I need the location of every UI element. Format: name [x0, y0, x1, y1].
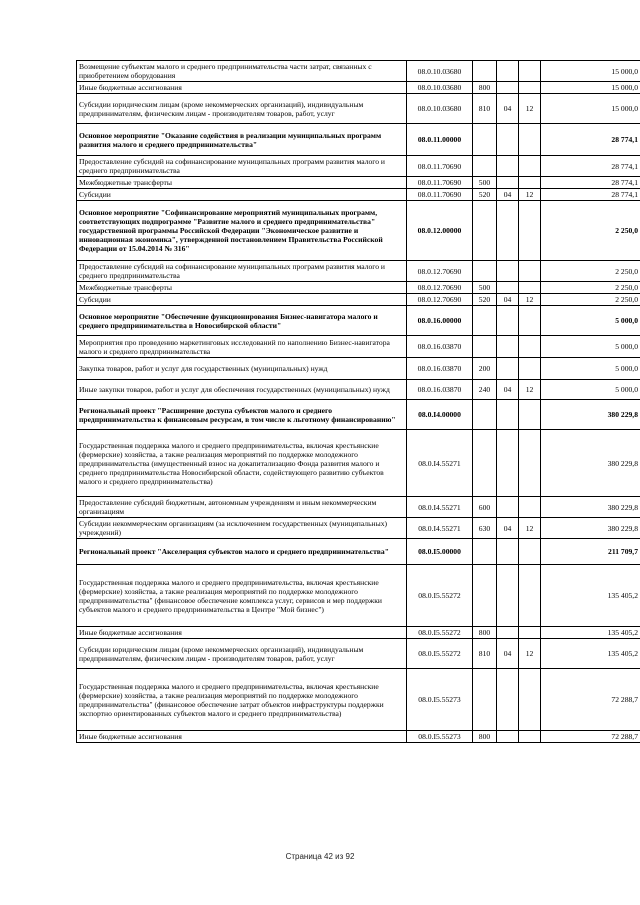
row-code-cell: 08.0.16.00000 — [407, 306, 473, 336]
row-code-cell: 08.0.I4.55271 — [407, 518, 473, 539]
row-amount-cell: 380 229,8 — [541, 518, 640, 539]
row-section-cell — [497, 400, 519, 430]
row-subsection-cell — [519, 669, 541, 731]
row-code-cell: 08.0.I4.55271 — [407, 430, 473, 497]
row-amount-cell: 380 229,8 — [541, 400, 640, 430]
row-subsection-cell — [519, 124, 541, 156]
row-amount-cell: 28 774,1 — [541, 156, 640, 177]
row-name-cell: Государственная поддержка малого и среднего предпринимательства, включая крестьянские (фермерские) хозяйства, а также реализация мероприятий по поддержке молодежного предпринимательства (имущественный взнос на докапитализацию Фонда развития малого и среднего предпринимательства Новосибирской области, содействующего развитию субъектов малого и среднего предпринимательства) — [77, 430, 407, 497]
row-name-cell: Закупка товаров, работ и услуг для государственных (муниципальных) нужд — [77, 358, 407, 380]
table-row — [77, 627, 640, 639]
row-name-cell: Субсидии юридическим лицам (кроме некоммерческих организаций), индивидуальным предпринимателям, физическим лицам - производителям товаров, работ, услуг — [77, 639, 407, 669]
row-expense-type-cell — [473, 430, 497, 497]
row-amount-cell: 72 288,7 — [541, 731, 640, 743]
row-section-cell — [497, 539, 519, 565]
row-section-cell: 04 — [497, 189, 519, 201]
row-subsection-cell: 12 — [519, 639, 541, 669]
table-row — [77, 189, 640, 201]
row-code-cell: 08.0.I5.00000 — [407, 539, 473, 565]
row-code-cell: 08.0.12.70690 — [407, 282, 473, 294]
row-expense-type-cell — [473, 124, 497, 156]
row-section-cell — [497, 627, 519, 639]
budget-table-body — [77, 61, 640, 743]
row-amount-cell: 380 229,8 — [541, 497, 640, 518]
row-section-cell — [497, 156, 519, 177]
page-footer: Страница 42 из 92 — [285, 852, 355, 861]
table-row — [77, 156, 640, 177]
row-subsection-cell — [519, 539, 541, 565]
row-name-cell: Основное мероприятие "Обеспечение функционирования Бизнес-навигатора малого и среднего предпринимательства в Новосибирской области" — [77, 306, 407, 336]
table-row — [77, 201, 640, 261]
row-code-cell: 08.0.11.70690 — [407, 189, 473, 201]
table-row — [77, 400, 640, 430]
row-subsection-cell — [519, 61, 541, 82]
row-subsection-cell — [519, 400, 541, 430]
row-subsection-cell — [519, 177, 541, 189]
row-expense-type-cell: 200 — [473, 358, 497, 380]
row-subsection-cell — [519, 82, 541, 94]
row-section-cell: 04 — [497, 294, 519, 306]
row-amount-cell: 5 000,0 — [541, 358, 640, 380]
table-row — [77, 282, 640, 294]
row-name-cell: Региональный проект "Акселерация субъектов малого и среднего предпринимательства" — [77, 539, 407, 565]
row-name-cell: Государственная поддержка малого и среднего предпринимательства, включая крестьянские (фермерские) хозяйства, а также реализация мероприятий по поддержке молодежного предпринимательства" (финансовое обеспечение затрат объектов инфраструктуры поддержки экспортно ориентированных субъектов малого и среднего предпринимательства) — [77, 669, 407, 731]
row-section-cell — [497, 282, 519, 294]
row-code-cell: 08.0.I5.55273 — [407, 731, 473, 743]
row-name-cell: Субсидии — [77, 189, 407, 201]
table-row — [77, 430, 640, 497]
row-subsection-cell — [519, 201, 541, 261]
row-amount-cell: 15 000,0 — [541, 94, 640, 124]
table-row — [77, 94, 640, 124]
row-subsection-cell — [519, 565, 541, 627]
row-expense-type-cell — [473, 61, 497, 82]
row-name-cell: Основное мероприятие "Оказание содействия в реализации муниципальных программ развития малого и среднего предпринимательства" — [77, 124, 407, 156]
table-row — [77, 358, 640, 380]
table-row — [77, 639, 640, 669]
row-code-cell: 08.0.16.03870 — [407, 336, 473, 358]
row-amount-cell: 135 405,2 — [541, 565, 640, 627]
row-amount-cell: 5 000,0 — [541, 336, 640, 358]
row-name-cell: Иные бюджетные ассигнования — [77, 731, 407, 743]
row-subsection-cell — [519, 627, 541, 639]
table-row — [77, 261, 640, 282]
row-subsection-cell — [519, 261, 541, 282]
row-expense-type-cell — [473, 539, 497, 565]
row-expense-type-cell — [473, 669, 497, 731]
row-amount-cell: 2 250,0 — [541, 294, 640, 306]
row-code-cell: 08.0.I4.00000 — [407, 400, 473, 430]
table-row — [77, 669, 640, 731]
row-expense-type-cell — [473, 156, 497, 177]
row-subsection-cell: 12 — [519, 294, 541, 306]
row-expense-type-cell: 520 — [473, 189, 497, 201]
row-section-cell — [497, 731, 519, 743]
row-expense-type-cell — [473, 261, 497, 282]
row-section-cell — [497, 177, 519, 189]
row-amount-cell: 28 774,1 — [541, 177, 640, 189]
table-row — [77, 565, 640, 627]
row-code-cell: 08.0.11.00000 — [407, 124, 473, 156]
row-section-cell: 04 — [497, 518, 519, 539]
row-code-cell: 08.0.12.00000 — [407, 201, 473, 261]
row-subsection-cell — [519, 336, 541, 358]
budget-table — [76, 60, 640, 743]
row-name-cell: Субсидии юридическим лицам (кроме некоммерческих организаций), индивидуальным предпринимателям, физическим лицам - производителям товаров, работ, услуг — [77, 94, 407, 124]
row-section-cell — [497, 336, 519, 358]
row-section-cell: 04 — [497, 639, 519, 669]
row-expense-type-cell: 600 — [473, 497, 497, 518]
row-name-cell: Иные закупки товаров, работ и услуг для обеспечения государственных (муниципальных) нужд — [77, 380, 407, 400]
table-row — [77, 380, 640, 400]
table-row — [77, 336, 640, 358]
row-expense-type-cell: 520 — [473, 294, 497, 306]
table-row — [77, 61, 640, 82]
row-section-cell: 04 — [497, 94, 519, 124]
table-row — [77, 306, 640, 336]
row-expense-type-cell — [473, 336, 497, 358]
row-amount-cell: 72 288,7 — [541, 669, 640, 731]
row-name-cell: Межбюджетные трансферты — [77, 282, 407, 294]
row-expense-type-cell — [473, 400, 497, 430]
row-section-cell — [497, 358, 519, 380]
row-code-cell: 08.0.11.70690 — [407, 177, 473, 189]
table-row — [77, 518, 640, 539]
row-code-cell: 08.0.10.03680 — [407, 61, 473, 82]
row-subsection-cell — [519, 731, 541, 743]
row-name-cell: Предоставление субсидий бюджетным, автономным учреждениям и иным некоммерческим организациям — [77, 497, 407, 518]
row-code-cell: 08.0.12.70690 — [407, 294, 473, 306]
row-code-cell: 08.0.10.03680 — [407, 94, 473, 124]
row-subsection-cell — [519, 306, 541, 336]
row-amount-cell: 28 774,1 — [541, 124, 640, 156]
row-code-cell: 08.0.I4.55271 — [407, 497, 473, 518]
row-amount-cell: 2 250,0 — [541, 261, 640, 282]
row-amount-cell: 28 774,1 — [541, 189, 640, 201]
row-section-cell — [497, 261, 519, 282]
row-code-cell: 08.0.16.03870 — [407, 358, 473, 380]
table-row — [77, 124, 640, 156]
row-subsection-cell: 12 — [519, 94, 541, 124]
row-name-cell: Основное мероприятие "Софинансирование мероприятий муниципальных программ, соответствующих подпрограмме "Развитие малого и среднего предпринимательства" государственной программы Российской Федерации "Экономическое развитие и инновационная экономика", утвержденной постановлением Правительства Российской Федерации от 15.04.2014 № 316" — [77, 201, 407, 261]
row-name-cell: Государственная поддержка малого и среднего предпринимательства, включая крестьянские (фермерские) хозяйства, а также реализация мероприятий по поддержке молодежного предпринимательства" (финансовое обеспечение комплекса услуг, сервисов и мер поддержки субъектов малого и среднего предпринимательства в Центре "Мой бизнес") — [77, 565, 407, 627]
row-expense-type-cell: 800 — [473, 82, 497, 94]
row-subsection-cell — [519, 156, 541, 177]
row-expense-type-cell: 500 — [473, 282, 497, 294]
row-code-cell: 08.0.I5.55272 — [407, 627, 473, 639]
row-expense-type-cell: 500 — [473, 177, 497, 189]
row-amount-cell: 2 250,0 — [541, 201, 640, 261]
row-code-cell: 08.0.16.03870 — [407, 380, 473, 400]
row-section-cell — [497, 430, 519, 497]
row-section-cell — [497, 565, 519, 627]
row-section-cell — [497, 61, 519, 82]
row-subsection-cell: 12 — [519, 380, 541, 400]
table-row — [77, 497, 640, 518]
row-expense-type-cell: 810 — [473, 639, 497, 669]
row-subsection-cell — [519, 430, 541, 497]
row-expense-type-cell — [473, 565, 497, 627]
row-name-cell: Межбюджетные трансферты — [77, 177, 407, 189]
row-subsection-cell — [519, 497, 541, 518]
row-expense-type-cell: 630 — [473, 518, 497, 539]
row-amount-cell: 211 709,7 — [541, 539, 640, 565]
row-subsection-cell: 12 — [519, 189, 541, 201]
row-expense-type-cell — [473, 306, 497, 336]
row-code-cell: 08.0.12.70690 — [407, 261, 473, 282]
row-name-cell: Иные бюджетные ассигнования — [77, 82, 407, 94]
row-code-cell: 08.0.11.70690 — [407, 156, 473, 177]
row-name-cell: Иные бюджетные ассигнования — [77, 627, 407, 639]
row-amount-cell: 2 250,0 — [541, 282, 640, 294]
table-row — [77, 539, 640, 565]
row-expense-type-cell: 810 — [473, 94, 497, 124]
row-amount-cell: 135 405,2 — [541, 627, 640, 639]
row-section-cell — [497, 201, 519, 261]
row-subsection-cell: 12 — [519, 518, 541, 539]
row-amount-cell: 15 000,0 — [541, 61, 640, 82]
row-name-cell: Субсидии — [77, 294, 407, 306]
row-section-cell — [497, 82, 519, 94]
row-name-cell: Предоставление субсидий на софинансирование муниципальных программ развития малого и среднего предпринимательства — [77, 261, 407, 282]
row-section-cell — [497, 306, 519, 336]
row-expense-type-cell: 240 — [473, 380, 497, 400]
row-section-cell — [497, 124, 519, 156]
row-amount-cell: 5 000,0 — [541, 380, 640, 400]
row-amount-cell: 135 405,2 — [541, 639, 640, 669]
row-code-cell: 08.0.I5.55272 — [407, 639, 473, 669]
row-amount-cell: 380 229,8 — [541, 430, 640, 497]
table-row — [77, 82, 640, 94]
row-name-cell: Субсидии некоммерческим организациям (за исключением государственных (муниципальных) учреждений) — [77, 518, 407, 539]
row-code-cell: 08.0.10.03680 — [407, 82, 473, 94]
table-row — [77, 177, 640, 189]
row-name-cell: Мероприятия про проведению маркетинговых исследований по наполнению Бизнес-навигатора малого и среднего предпринимательства — [77, 336, 407, 358]
row-expense-type-cell — [473, 201, 497, 261]
row-amount-cell: 15 000,0 — [541, 82, 640, 94]
table-row — [77, 294, 640, 306]
row-code-cell: 08.0.I5.55273 — [407, 669, 473, 731]
row-expense-type-cell: 800 — [473, 731, 497, 743]
row-section-cell — [497, 669, 519, 731]
row-name-cell: Региональный проект "Расширение доступа субъектов малого и среднего предпринимательства к финансовым ресурсам, в том числе к льготному финансированию" — [77, 400, 407, 430]
row-name-cell: Предоставление субсидий на софинансирование муниципальных программ развития малого и среднего предпринимательства — [77, 156, 407, 177]
table-row — [77, 731, 640, 743]
row-subsection-cell — [519, 282, 541, 294]
row-section-cell — [497, 497, 519, 518]
row-subsection-cell — [519, 358, 541, 380]
row-section-cell: 04 — [497, 380, 519, 400]
row-name-cell: Возмещение субъектам малого и среднего предпринимательства части затрат, связанных с приобретением оборудования — [77, 61, 407, 82]
row-amount-cell: 5 000,0 — [541, 306, 640, 336]
row-expense-type-cell: 800 — [473, 627, 497, 639]
row-code-cell: 08.0.I5.55272 — [407, 565, 473, 627]
